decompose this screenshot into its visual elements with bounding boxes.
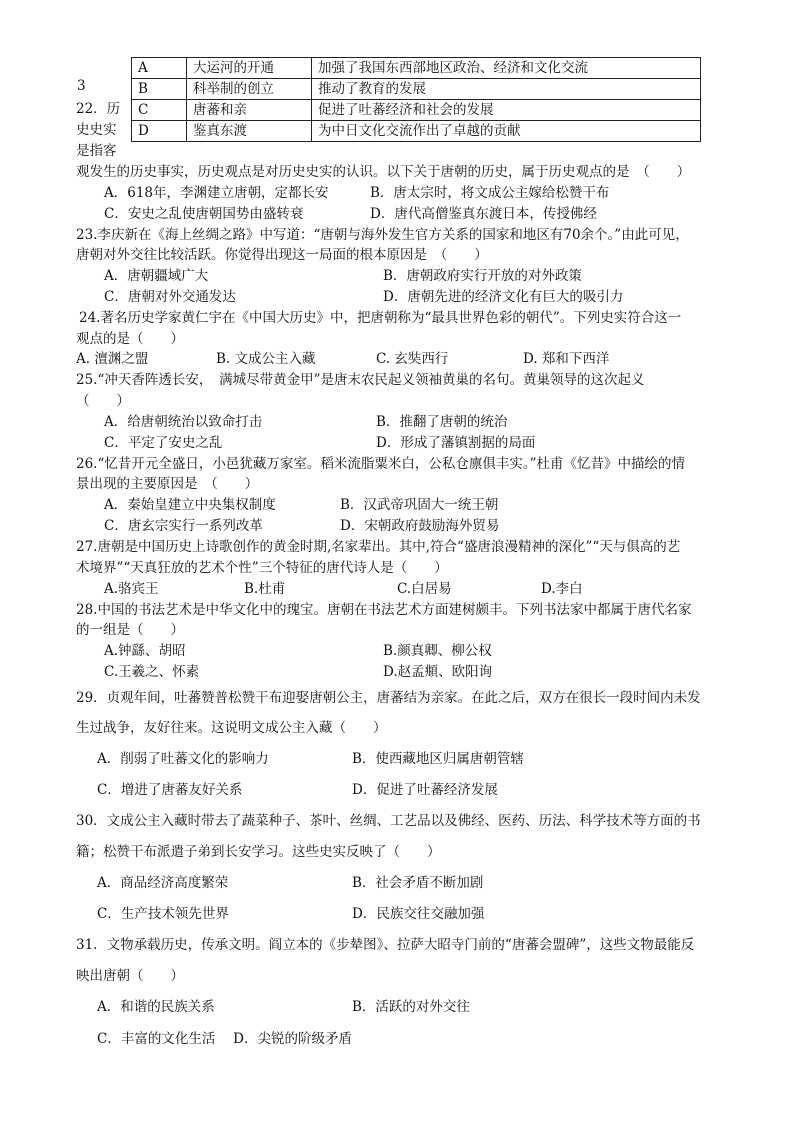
- table-row: [132, 100, 701, 121]
- q28-option-c[interactable]: C.王羲之、怀素: [104, 664, 200, 680]
- q29-option-c[interactable]: C．增进了唐蕃友好关系: [97, 782, 243, 798]
- q26-stem-2: 景出现的主要原因是 （ ）: [76, 476, 259, 492]
- q24-option-d[interactable]: D. 郑和下西洋: [523, 351, 610, 367]
- page-side-number: 3: [77, 78, 86, 94]
- q29-option-a[interactable]: A．削弱了吐蕃文化的影响力: [97, 751, 269, 767]
- q29-stem-2: 生过战争，友好往来。这说明文成公主入藏（ ）: [76, 720, 387, 736]
- q31-option-b[interactable]: B．活跃的对外交往: [352, 999, 470, 1015]
- row-letter: B: [132, 79, 187, 100]
- q22-option-a[interactable]: A．618年，李渊建立唐朝，定都长安: [104, 185, 329, 201]
- row-letter: A: [132, 58, 187, 79]
- q27-stem-1: 27.唐朝是中国历史上诗歌创作的黄金时期,名家辈出。其中,符合“盛唐浪漫精神的深化”“天与俱高的艺: [76, 539, 681, 555]
- q30-option-c[interactable]: C．生产技术领先世界: [97, 906, 229, 922]
- q23-stem-2: 唐朝对外交往比较活跃。你觉得出现这一局面的根本原因是 （ ）: [76, 247, 488, 263]
- q25-option-b[interactable]: B．推翻了唐朝的统治: [376, 414, 508, 430]
- matching-table: [131, 57, 701, 142]
- q31-option-cd[interactable]: C．丰富的文化生活 D．尖锐的阶级矛盾: [97, 1031, 352, 1047]
- q26-option-c[interactable]: C．唐玄宗实行一系列改革: [104, 518, 263, 534]
- q24-option-c[interactable]: C. 玄奘西行: [376, 351, 449, 367]
- q31-option-a[interactable]: A．和谐的民族关系: [97, 999, 215, 1015]
- q25-option-d[interactable]: D．形成了藩镇割据的局面: [376, 435, 536, 451]
- q29-option-d[interactable]: D．促进了吐蕃经济发展: [352, 782, 498, 798]
- q22-option-b[interactable]: B．唐太宗时，将文成公主嫁给松赞干布: [370, 185, 610, 201]
- q28-option-d[interactable]: D.赵孟頫、欧阳询: [383, 664, 493, 680]
- row-event: 鉴真东渡: [187, 121, 312, 142]
- q22-fragment-2: 史史实: [76, 122, 117, 138]
- q28-option-a[interactable]: A.钟繇、胡昭: [104, 643, 186, 659]
- q29-stem-1: 29．贞观年间，吐蕃赞普松赞干布迎娶唐朝公主，唐蕃结为亲家。在此之后，双方在很长一段时间内未发: [76, 690, 701, 706]
- q30-option-d[interactable]: D．民族交往交融加强: [352, 906, 485, 922]
- q30-stem-1: 30．文成公主入藏时带去了蔬菜种子、茶叶、丝绸、工艺品以及佛经、医药、历法、科学技术等方面的书: [76, 813, 701, 829]
- row-letter: C: [132, 100, 187, 121]
- q24-stem-2: 观点的是（ ）: [76, 331, 184, 347]
- q28-option-b[interactable]: B.颜真卿、柳公权: [383, 643, 492, 659]
- q27-option-a[interactable]: A.骆宾王: [104, 581, 159, 597]
- q23-option-d[interactable]: D．唐朝先进的经济文化有巨大的吸引力: [383, 289, 624, 305]
- q22-stem: 观发生的历史事实，历史观点是对历史史实的认识。以下关于唐朝的历史，属于历史观点的是 （ ）: [76, 164, 691, 180]
- q27-option-d[interactable]: D.李白: [541, 581, 583, 597]
- q23-stem-1: 23.李庆新在《海上丝绸之路》中写道：“唐朝与海外发生官方关系的国家和地区有70余个。”由此可见，: [76, 227, 689, 243]
- q25-option-a[interactable]: A．给唐朝统治以致命打击: [104, 414, 263, 430]
- q22-fragment-1: 22．历: [76, 101, 121, 117]
- row-event: 科举制的创立: [187, 79, 312, 100]
- table-row: [132, 121, 701, 142]
- q30-option-a[interactable]: A．商品经济高度繁荣: [97, 875, 229, 891]
- q31-stem-2: 映出唐朝（ ）: [76, 968, 184, 984]
- q28-stem-2: 的一组是（ ）: [76, 622, 184, 638]
- q22-fragment-3: 是指客: [76, 143, 117, 159]
- q26-option-a[interactable]: A．秦始皇建立中央集权制度: [104, 497, 276, 513]
- q28-stem-1: 28.中国的书法艺术是中华文化中的瑰宝。唐朝在书法艺术方面建树颇丰。下列书法家中都属于唐代名家: [76, 602, 692, 618]
- row-effect: 加强了我国东西部地区政治、经济和文化交流: [312, 58, 701, 79]
- q24-option-a[interactable]: A. 澶渊之盟: [76, 351, 149, 367]
- row-event: 大运河的开通: [187, 58, 312, 79]
- q26-option-d[interactable]: D．宋朝政府鼓励海外贸易: [340, 518, 500, 534]
- row-letter: D: [132, 121, 187, 142]
- q26-stem-1: 26.“忆昔开元全盛日，小邑犹藏万家室。稻米流脂粟米白，公私仓廪俱丰实。”杜甫《忆昔》中描绘的情: [76, 456, 686, 472]
- q30-stem-2: 籍；松赞干布派遣子弟到长安学习。这些史实反映了（ ）: [76, 844, 441, 860]
- q23-option-a[interactable]: A．唐朝疆域广大: [104, 268, 209, 284]
- q24-option-b[interactable]: B. 文成公主入藏: [216, 351, 316, 367]
- q26-option-b[interactable]: B．汉武帝巩固大一统王朝: [340, 497, 499, 513]
- row-effect: 为中日文化交流作出了卓越的贡献: [312, 121, 701, 142]
- row-event: 唐蕃和亲: [187, 100, 312, 121]
- q25-stem-1: 25.“冲天香阵透长安， 满城尽带黄金甲”是唐末农民起义领袖黄巢的名句。黄巢领导的这次起义: [76, 372, 645, 388]
- q22-option-c[interactable]: C．安史之乱使唐朝国势由盛转衰: [104, 206, 304, 222]
- q25-stem-2: （ ）: [76, 393, 130, 409]
- q27-stem-2: 术境界”“天真狂放的艺术个性”三个特征的唐代诗人是（ ）: [76, 560, 448, 576]
- row-effect: 推动了教育的发展: [312, 79, 701, 100]
- q30-option-b[interactable]: B．社会矛盾不断加剧: [352, 875, 484, 891]
- row-effect: 促进了吐蕃经济和社会的发展: [312, 100, 701, 121]
- q29-option-b[interactable]: B．使西藏地区归属唐朝管辖: [352, 751, 524, 767]
- table-row: [132, 79, 701, 100]
- q27-option-c[interactable]: C.白居易: [397, 581, 452, 597]
- q24-stem-1: 24.著名历史学家黄仁宇在《中国大历史》中，把唐朝称为“最具世界色彩的朝代”。下列史实符合这一: [79, 310, 682, 326]
- q31-stem-1: 31．文物承载历史，传承文明。阎立本的《步辇图》、拉萨大昭寺门前的“唐蕃会盟碑”，这些文物最能反: [76, 937, 695, 953]
- q22-option-d[interactable]: D．唐代高僧鉴真东渡日本，传授佛经: [370, 206, 597, 222]
- q27-option-b[interactable]: B.杜甫: [244, 581, 286, 597]
- q23-option-b[interactable]: B．唐朝政府实行开放的对外政策: [383, 268, 582, 284]
- q25-option-c[interactable]: C．平定了安史之乱: [104, 435, 223, 451]
- table-row: [132, 58, 701, 79]
- q23-option-c[interactable]: C．唐朝对外交通发达: [104, 289, 236, 305]
